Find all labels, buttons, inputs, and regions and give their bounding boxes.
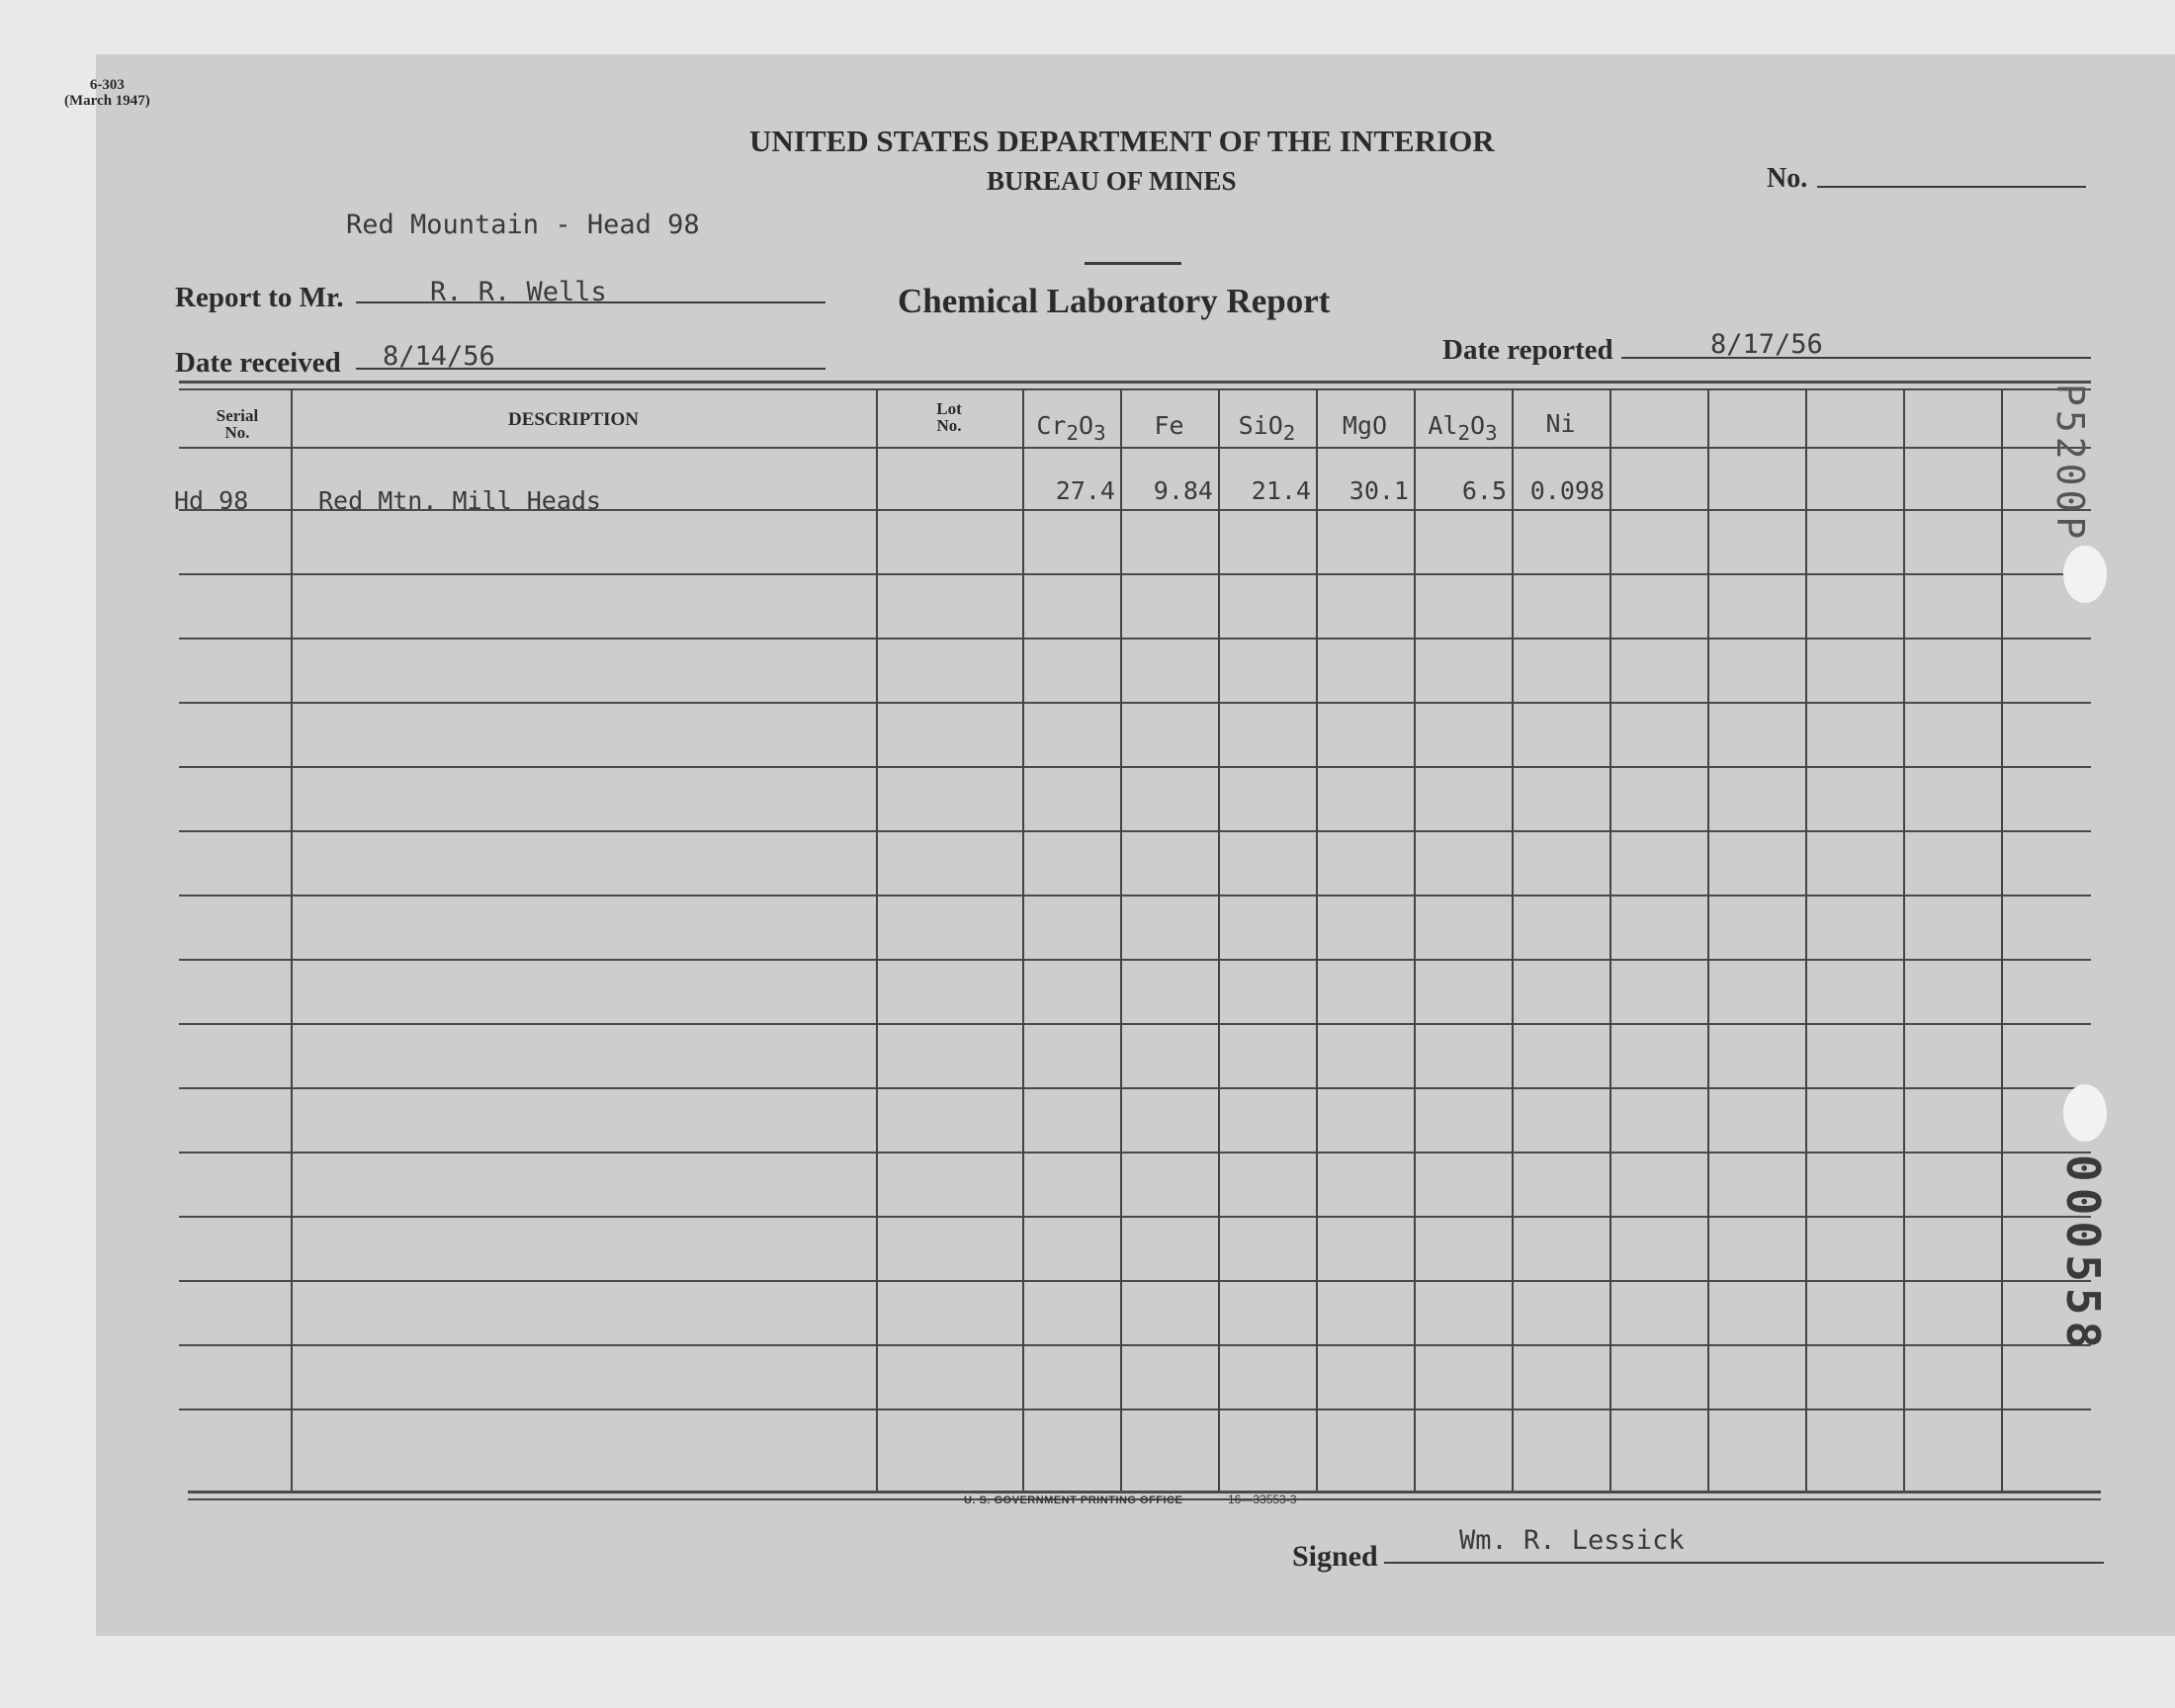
row-line [179, 895, 2091, 897]
lot-header [914, 400, 984, 434]
chem-base: MgO [1342, 411, 1388, 440]
chem-base: Fe [1154, 411, 1184, 440]
description-header: DESCRIPTION [508, 409, 639, 430]
punch-hole [2063, 546, 2107, 603]
bureau-heading: BUREAU OF MINES [987, 166, 1237, 196]
form-number-code: 6-303 [89, 77, 125, 93]
serial-header-line1: Serial [216, 406, 259, 425]
row-line [179, 1280, 2091, 1282]
value-cell: 0.098 [1529, 476, 1605, 505]
chem-subscript: 3 [1485, 421, 1498, 445]
row-line [179, 1344, 2091, 1346]
row-line [179, 1023, 2091, 1025]
row-line [179, 830, 2091, 832]
chem-subscript: 2 [1282, 421, 1296, 445]
col-divider [291, 388, 293, 1491]
col-divider [1022, 388, 1024, 1491]
date-reported-value: 8/17/56 [1710, 329, 1823, 360]
chem-base: SiO [1238, 411, 1283, 440]
punch-hole [2063, 1084, 2107, 1142]
row-line [179, 959, 2091, 961]
row-line [179, 1152, 2091, 1153]
value-cell: 30.1 [1348, 476, 1409, 505]
form-edition: (March 1947) [64, 93, 150, 109]
chem-subscript: 3 [1093, 421, 1106, 445]
row-line [179, 638, 2091, 640]
number-label: No. [1767, 163, 1808, 194]
header-bottom-rule [179, 447, 2091, 449]
serial-header [203, 407, 272, 441]
chem-base: Ni [1545, 409, 1576, 438]
row-line [179, 702, 2091, 704]
value-cell: 27.4 [1055, 476, 1115, 505]
col-divider [1120, 388, 1122, 1491]
col-divider [1707, 388, 1709, 1491]
chem-subscript: 2 [1457, 421, 1471, 445]
subject-line: Red Mountain - Head 98 [346, 210, 700, 240]
header-cr2o3 [1022, 411, 1120, 445]
col-divider [1316, 388, 1318, 1491]
serial-cell: Hd 98 [174, 486, 249, 515]
col-divider [1414, 388, 1416, 1491]
col-divider [2001, 388, 2003, 1491]
header-mgo [1316, 411, 1414, 440]
printer-code: 16—33553-3 [1228, 1493, 1297, 1506]
row-line [179, 1216, 2091, 1218]
stamp-number-top: P5200P [2048, 384, 2092, 544]
table-bottom-rule [188, 1491, 2101, 1494]
row-line [179, 1087, 2091, 1089]
chem-subscript: 2 [1066, 421, 1080, 445]
signature-value: Wm. R. Lessick [1459, 1525, 1685, 1556]
row-line [179, 573, 2091, 575]
table-top-rule-inner [179, 388, 2091, 390]
report-title: Chemical Laboratory Report [898, 282, 1331, 320]
description-cell: Red Mtn. Mill Heads [318, 486, 601, 515]
header-fe [1120, 411, 1218, 440]
value-cell: 6.5 [1461, 476, 1507, 505]
chem-mid: O [1079, 411, 1094, 440]
signature-line [1384, 1562, 2104, 1564]
header-sio2 [1218, 411, 1316, 445]
serial-header-line2: No. [224, 423, 250, 442]
report-to-value: R. R. Wells [430, 277, 607, 307]
col-divider [1903, 388, 1905, 1491]
signed-label: Signed [1292, 1540, 1378, 1573]
header-al2o3 [1414, 411, 1512, 445]
form-number [64, 77, 150, 109]
col-divider [1610, 388, 1611, 1491]
stamp-number-bottom: 000558 [2056, 1154, 2110, 1355]
chem-mid: O [1470, 411, 1486, 440]
value-cell: 21.4 [1251, 476, 1311, 505]
date-received-value: 8/14/56 [383, 341, 495, 372]
row-line [179, 1409, 2091, 1410]
report-to-label: Report to Mr. [175, 282, 344, 313]
col-divider [876, 388, 878, 1491]
row-line [179, 766, 2091, 768]
chem-base: Cr [1036, 411, 1067, 440]
title-divider [1085, 262, 1181, 265]
lot-header-line1: Lot [936, 399, 962, 418]
lot-header-line2: No. [936, 416, 962, 435]
col-divider [1512, 388, 1514, 1491]
col-divider [1218, 388, 1220, 1491]
date-reported-label: Date reported [1442, 334, 1613, 366]
date-reported-line [1621, 357, 2091, 359]
number-line [1817, 186, 2086, 188]
header-ni [1512, 409, 1610, 438]
col-divider [1805, 388, 1807, 1491]
table-top-rule [179, 381, 2091, 384]
chem-base: Al [1428, 411, 1458, 440]
value-cell: 9.84 [1153, 476, 1213, 505]
agency-heading: UNITED STATES DEPARTMENT OF THE INTERIOR [749, 124, 1495, 158]
date-received-label: Date received [175, 347, 341, 379]
printer-credit: U. S. GOVERNMENT PRINTING OFFICE [964, 1494, 1183, 1506]
